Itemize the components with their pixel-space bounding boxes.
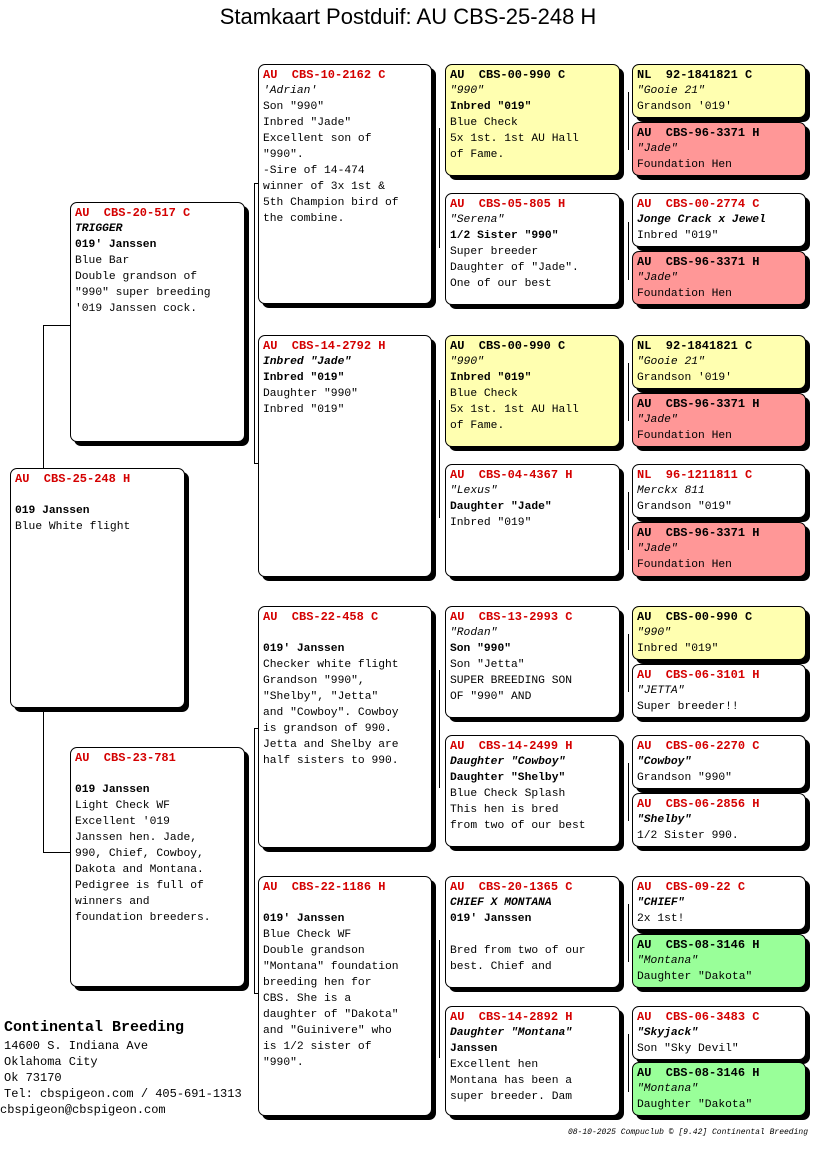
ring-number: AU CBS-22-1186 H — [263, 880, 386, 894]
ring-number: AU CBS-14-2792 H — [263, 339, 386, 353]
pedigree-line: Excellent '019 — [75, 816, 170, 828]
pedigree-line: of Fame. — [450, 149, 505, 161]
connector-line — [628, 222, 629, 280]
pedigree-line: daughter of "Dakota" — [263, 1009, 399, 1021]
ring-number: AU CBS-23-781 — [75, 751, 176, 765]
pedigree-line: Foundation Hen — [637, 159, 732, 171]
pedigree-line: Double grandson of — [75, 271, 198, 283]
pedigree-line: Inbred "019" — [450, 101, 532, 113]
pedigree-line: Bred from two of our — [450, 945, 586, 957]
pedigree-line: Merckx 811 — [637, 485, 705, 497]
pigeon-card-gen4 — [632, 1006, 806, 1060]
pedigree-line: Janssen — [450, 1043, 498, 1055]
breeder-email: cbspigeon@cbspigeon.com — [0, 1103, 166, 1117]
pedigree-line: super breeder. Dam — [450, 1091, 573, 1103]
pedigree-line: winners and — [75, 896, 150, 908]
pedigree-line: Daughter "Shelby" — [450, 772, 566, 784]
ring-number: AU CBS-00-990 C — [637, 610, 753, 624]
pedigree-line: Daughter "Jade" — [450, 501, 552, 513]
pedigree-line: 1/2 Sister "990" — [450, 230, 559, 242]
pedigree-line: 5th Champion bird of — [263, 197, 399, 209]
pedigree-line: Checker white flight — [263, 659, 399, 671]
pedigree-line: 019' Janssen — [450, 913, 532, 925]
pedigree-line: the combine. — [263, 213, 345, 225]
pedigree-line: 019' Janssen — [75, 239, 157, 251]
pigeon-card-gen4 — [632, 735, 806, 789]
connector-line — [628, 904, 629, 962]
ring-number: AU CBS-96-3371 H — [637, 126, 760, 140]
pigeon-card-gen3 — [445, 193, 620, 305]
pedigree-line: Inbred "019" — [450, 372, 532, 384]
pedigree-line: "Gooie 21" — [637, 85, 705, 97]
pigeon-card-gen4 — [632, 335, 806, 389]
ring-number: AU CBS-06-2856 H — [637, 797, 760, 811]
pedigree-line: "Shelby" — [637, 814, 692, 826]
page-title: Stamkaart Postduif: AU CBS-25-248 H — [219, 4, 597, 29]
connector-line — [254, 728, 255, 993]
pedigree-line: "990" — [450, 356, 484, 368]
connector-line — [439, 670, 440, 788]
pedigree-line: Grandson '019' — [637, 372, 732, 384]
pedigree-line: best. Chief and — [450, 961, 552, 973]
pigeon-card-gen3 — [445, 335, 620, 447]
pedigree-line: Inbred "019" — [637, 230, 719, 242]
pigeon-card-gen4 — [632, 1062, 806, 1116]
pigeon-card-gen3 — [445, 876, 620, 988]
pedigree-line: Grandson "990" — [637, 772, 732, 784]
pedigree-line: Montana has been a — [450, 1075, 573, 1087]
pedigree-line: Daughter "Dakota" — [637, 971, 753, 983]
pedigree-line: Daughter "Cowboy" — [450, 756, 566, 768]
breeder-address: 14600 S. Indiana Ave — [4, 1039, 149, 1053]
ring-number: AU CBS-20-1365 C — [450, 880, 573, 894]
ring-number: AU CBS-14-2892 H — [450, 1010, 573, 1024]
pedigree-line: Super breeder!! — [637, 701, 739, 713]
pigeon-card-gen4 — [632, 251, 806, 305]
pedigree-line — [450, 927, 615, 943]
pedigree-line: Son "990" — [263, 101, 325, 113]
pedigree-line: Foundation Hen — [637, 430, 732, 442]
pigeon-card-gen4 — [632, 606, 806, 660]
pedigree-line: from two of our best — [450, 820, 586, 832]
pedigree-line: "Jade" — [637, 543, 678, 555]
pigeon-card-gen4 — [632, 393, 806, 447]
pedigree-line: 5x 1st. 1st AU Hall — [450, 404, 579, 416]
breeder-contact: Tel: cbspigeon.com / 405-691-1313 — [4, 1087, 242, 1101]
pedigree-line: "Montana" — [637, 1083, 699, 1095]
connector-line — [628, 634, 629, 692]
pedigree-line: 019 Janssen — [75, 784, 150, 796]
pedigree-line: Blue Check Splash — [450, 788, 566, 800]
pigeon-card-grandsire-paternal — [258, 64, 432, 304]
pigeon-card-gen3 — [445, 735, 620, 847]
pedigree-line: Blue Check — [450, 117, 518, 129]
connector-line — [43, 852, 71, 853]
pedigree-line: Pedigree is full of — [75, 880, 204, 892]
pedigree-line: "Shelby", "Jetta" — [263, 691, 379, 703]
connector-line — [628, 1034, 629, 1092]
connector-line — [628, 363, 629, 421]
pedigree-line: and "Guinivere" who — [263, 1025, 392, 1037]
pedigree-line: Son "990" — [450, 643, 512, 655]
pigeon-card-gen3 — [445, 1006, 620, 1116]
pedigree-line: Daughter "Dakota" — [637, 1099, 753, 1111]
pedigree-line — [263, 625, 427, 641]
pedigree-line: TRIGGER — [75, 223, 123, 235]
pedigree-line: "Gooie 21" — [637, 356, 705, 368]
pedigree-line: "Lexus" — [450, 485, 498, 497]
pedigree-line: is grandson of 990. — [263, 723, 392, 735]
pedigree-line: Excellent son of — [263, 133, 372, 145]
pedigree-line: "Rodan" — [450, 627, 498, 639]
ring-number: AU CBS-20-517 C — [75, 206, 191, 220]
ring-number: AU CBS-14-2499 H — [450, 739, 573, 753]
pedigree-line — [263, 895, 427, 911]
pedigree-line: 019' Janssen — [263, 643, 345, 655]
pedigree-line: "990" super breeding — [75, 287, 211, 299]
pedigree-line: -Sire of 14-474 — [263, 165, 365, 177]
pedigree-line: One of our best — [450, 278, 552, 290]
pedigree-line: Foundation Hen — [637, 288, 732, 300]
ring-number: AU CBS-22-458 C — [263, 610, 379, 624]
pedigree-line: 5x 1st. 1st AU Hall — [450, 133, 579, 145]
ring-number: NL 96-1211811 C — [637, 468, 753, 482]
pigeon-card-gen4 — [632, 664, 806, 718]
ring-number: AU CBS-06-3483 C — [637, 1010, 760, 1024]
pedigree-line: CHIEF X MONTANA — [450, 897, 552, 909]
pedigree-line: Blue White flight — [15, 521, 131, 533]
pedigree-line: Daughter "Montana" — [450, 1027, 573, 1039]
pedigree-line: "990" — [637, 627, 671, 639]
pedigree-line: "JETTA" — [637, 685, 685, 697]
connector-line — [628, 92, 629, 150]
pedigree-line: Janssen hen. Jade, — [75, 832, 198, 844]
pedigree-line: "Skyjack" — [637, 1027, 699, 1039]
pedigree-line — [75, 766, 240, 782]
pedigree-line: Inbred "019" — [263, 372, 345, 384]
pedigree-line: Grandson "019" — [637, 501, 732, 513]
connector-line — [254, 183, 255, 463]
pedigree-line: Grandson "990", — [263, 675, 365, 687]
breeder-info — [0, 1018, 242, 1118]
ring-number: NL 92-1841821 C — [637, 339, 753, 353]
pigeon-card-granddam-paternal — [258, 335, 432, 577]
pedigree-line: "990". — [263, 1057, 304, 1069]
ring-number: AU CBS-05-805 H — [450, 197, 566, 211]
pedigree-line: Dakota and Montana. — [75, 864, 204, 876]
pedigree-line: 990, Chief, Cowboy, — [75, 848, 204, 860]
pedigree-line: SUPER BREEDING SON — [450, 675, 573, 687]
pedigree-line: Super breeder — [450, 246, 539, 258]
ring-number: AU CBS-96-3371 H — [637, 526, 760, 540]
pigeon-card-grandsire-maternal — [258, 606, 432, 848]
pigeon-card-gen3 — [445, 64, 620, 176]
connector-line — [628, 763, 629, 821]
ring-number: AU CBS-08-3146 H — [637, 1066, 760, 1080]
ring-number: AU CBS-00-2774 C — [637, 197, 760, 211]
pedigree-line: Inbred "Jade" — [263, 356, 352, 368]
pedigree-line: 019' Janssen — [263, 913, 345, 925]
pigeon-card-gen4 — [632, 64, 806, 118]
ring-number: AU CBS-13-2993 C — [450, 610, 573, 624]
pigeon-card-gen4 — [632, 464, 806, 518]
pedigree-line: Light Check WF — [75, 800, 170, 812]
ring-number: AU CBS-00-990 C — [450, 339, 566, 353]
pedigree-line: and "Cowboy". Cowboy — [263, 707, 399, 719]
pedigree-line: Blue Check WF — [263, 929, 352, 941]
pedigree-line: "Jade" — [637, 414, 678, 426]
print-footer: 08-10-2025 Compuclub © [9.42] Continental Breeding — [567, 1128, 808, 1137]
pedigree-line: Son "Jetta" — [450, 659, 525, 671]
ring-number: AU CBS-96-3371 H — [637, 255, 760, 269]
pedigree-line: is 1/2 sister of — [263, 1041, 372, 1053]
pedigree-line: 2x 1st! — [637, 913, 685, 925]
pedigree-line: This hen is bred — [450, 804, 559, 816]
pigeon-card-gen3 — [445, 464, 620, 577]
ring-number: AU CBS-25-248 H — [15, 472, 131, 486]
pedigree-line — [15, 487, 180, 503]
ring-number: AU CBS-06-2270 C — [637, 739, 760, 753]
pedigree-line: Grandson '019' — [637, 101, 732, 113]
pigeon-card-gen3 — [445, 606, 620, 718]
ring-number: AU CBS-96-3371 H — [637, 397, 760, 411]
pedigree-line: "990" — [450, 85, 484, 97]
pigeon-card-granddam-maternal — [258, 876, 432, 1116]
pedigree-line: Jonge Crack x Jewel — [637, 214, 766, 226]
pedigree-line: Daughter of "Jade". — [450, 262, 579, 274]
pigeon-card-gen4 — [632, 934, 806, 988]
pedigree-line: foundation breeders. — [75, 912, 211, 924]
pedigree-line: '019 Janssen cock. — [75, 303, 198, 315]
pigeon-card-gen4 — [632, 122, 806, 176]
pedigree-line: Inbred "019" — [637, 643, 719, 655]
breeder-city: Oklahoma City — [4, 1055, 98, 1069]
pedigree-line: Daughter "990" — [263, 388, 358, 400]
pedigree-line: OF "990" AND — [450, 691, 532, 703]
pedigree-line: CBS. She is a — [263, 993, 352, 1005]
connector-line — [439, 400, 440, 518]
connector-line — [439, 940, 440, 1058]
pedigree-line: Inbred "Jade" — [263, 117, 352, 129]
pedigree-line: "Jade" — [637, 143, 678, 155]
ring-number: AU CBS-09-22 C — [637, 880, 746, 894]
pedigree-line: of Fame. — [450, 420, 505, 432]
pedigree-line: Jetta and Shelby are — [263, 739, 399, 751]
pedigree-line: "Montana" — [637, 955, 699, 967]
pedigree-line: "CHIEF" — [637, 897, 685, 909]
breeder-name: Continental Breeding — [4, 1019, 185, 1036]
pedigree-line: Foundation Hen — [637, 559, 732, 571]
ring-number: AU CBS-06-3101 H — [637, 668, 760, 682]
connector-line — [43, 325, 71, 326]
pigeon-card-sire — [70, 202, 245, 442]
pigeon-card-gen4 — [632, 793, 806, 847]
pedigree-line: Inbred "019" — [263, 404, 345, 416]
pedigree-line: 1/2 Sister 990. — [637, 830, 739, 842]
ring-number: AU CBS-04-4367 H — [450, 468, 573, 482]
pedigree-line: Excellent hen — [450, 1059, 539, 1071]
pedigree-line: half sisters to 990. — [263, 755, 399, 767]
pedigree-line: Blue Check — [450, 388, 518, 400]
ring-number: AU CBS-00-990 C — [450, 68, 566, 82]
pigeon-card-gen4 — [632, 193, 806, 247]
ring-number: NL 92-1841821 C — [637, 68, 753, 82]
pedigree-line: "Serena" — [450, 214, 505, 226]
pedigree-line: 019 Janssen — [15, 505, 90, 517]
ring-number: AU CBS-08-3146 H — [637, 938, 760, 952]
pedigree-line: 'Adrian' — [263, 85, 318, 97]
pigeon-card-gen4 — [632, 876, 806, 930]
pedigree-line: Blue Bar — [75, 255, 130, 267]
breeder-state: Ok 73170 — [4, 1071, 62, 1085]
pedigree-line: Son "Sky Devil" — [637, 1043, 739, 1055]
pedigree-line: breeding hen for — [263, 977, 372, 989]
pigeon-card-gen4 — [632, 522, 806, 577]
pedigree-line: "Jade" — [637, 272, 678, 284]
pedigree-line: winner of 3x 1st & — [263, 181, 386, 193]
pedigree-line: Double grandson — [263, 945, 365, 957]
connector-line — [628, 492, 629, 550]
pedigree-line: "Cowboy" — [637, 756, 692, 768]
pigeon-card-subject — [10, 468, 185, 708]
pedigree-line: "990". — [263, 149, 304, 161]
ring-number: AU CBS-10-2162 C — [263, 68, 386, 82]
pedigree-line: "Montana" foundation — [263, 961, 399, 973]
pedigree-line: Inbred "019" — [450, 517, 532, 529]
connector-line — [439, 128, 440, 248]
pigeon-card-dam — [70, 747, 245, 987]
